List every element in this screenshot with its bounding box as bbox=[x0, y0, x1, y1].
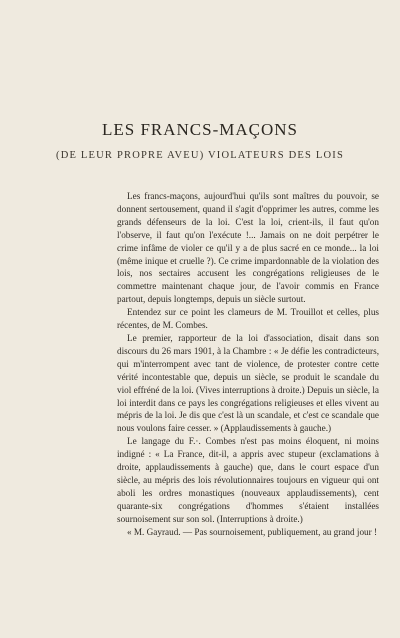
paragraph: Le premier, rapporteur de la loi d'association, disait dans son discours du 26 mars 1901, à la Chambre : « Je défie les contradicteurs, qui m'interrompent avec tant de violence, de protester contre cette vérité incontestable que, depuis un siècle, se produit le scandale du viol effréné de la loi. (Vives interruptions à droite.) Depuis un siècle, la loi interdit dans ce pays les congrégations religieuses et elles vivent au mépris de la loi. Je dis que c'est là un scandale, et c'est ce scandale que nous voulons faire cesser. » (Applaudissements à gauche.) bbox=[117, 332, 379, 434]
paragraph: Les francs-maçons, aujourd'hui qu'ils sont maîtres du pouvoir, se donnent sertousement, quand il s'agit d'opprimer les autres, comme les grands défenseurs de la loi. C'est la loi, crient-ils, il faut qu'on l'observe, il faut qu'on l'exécute !... Jamais on ne doit perpétrer le crime infâme de violer ce qu'il y a de plus sacré en ce monde... la loi (même inique et cruelle ?). Ce crime impardonnable de la violation des lois, nos sectaires accusent les congrégations religieuses de le commettre maintenant chaque jour, de l'avoir commis en France partout, depuis longtemps, depuis un siècle surtout. bbox=[117, 191, 379, 305]
paragraph: Le langage du F.·. Combes n'est pas moins éloquent, ni moins indigné : « La France, dit-il, a appris avec stupeur (exclamations à droite, applaudissements à gauche) que, dans le court espace d'un siècle, au mépris des lois révolutionnaires toujours en vigueur qui ont aboli les ordres monastiques (nouveaux applaudissements), cent quarante-six congrégations d'hommes s'étaient installées sournoisement sur son sol. (Interruptions à droite.) bbox=[117, 436, 379, 524]
page-subtitle: (DE LEUR PROPRE AVEU) VIOLATEURS DES LOIS bbox=[56, 150, 344, 161]
paragraph: « M. Gayraud. — Pas sournoisement, publiquement, au grand jour ! bbox=[127, 526, 378, 537]
paragraph: Entendez sur ce point les clameurs de M. Trouillot et celles, plus récentes, de M. Combes. bbox=[117, 307, 379, 331]
article-body bbox=[117, 190, 379, 538]
page-title: LES FRANCS-MAÇONS bbox=[101, 120, 298, 139]
